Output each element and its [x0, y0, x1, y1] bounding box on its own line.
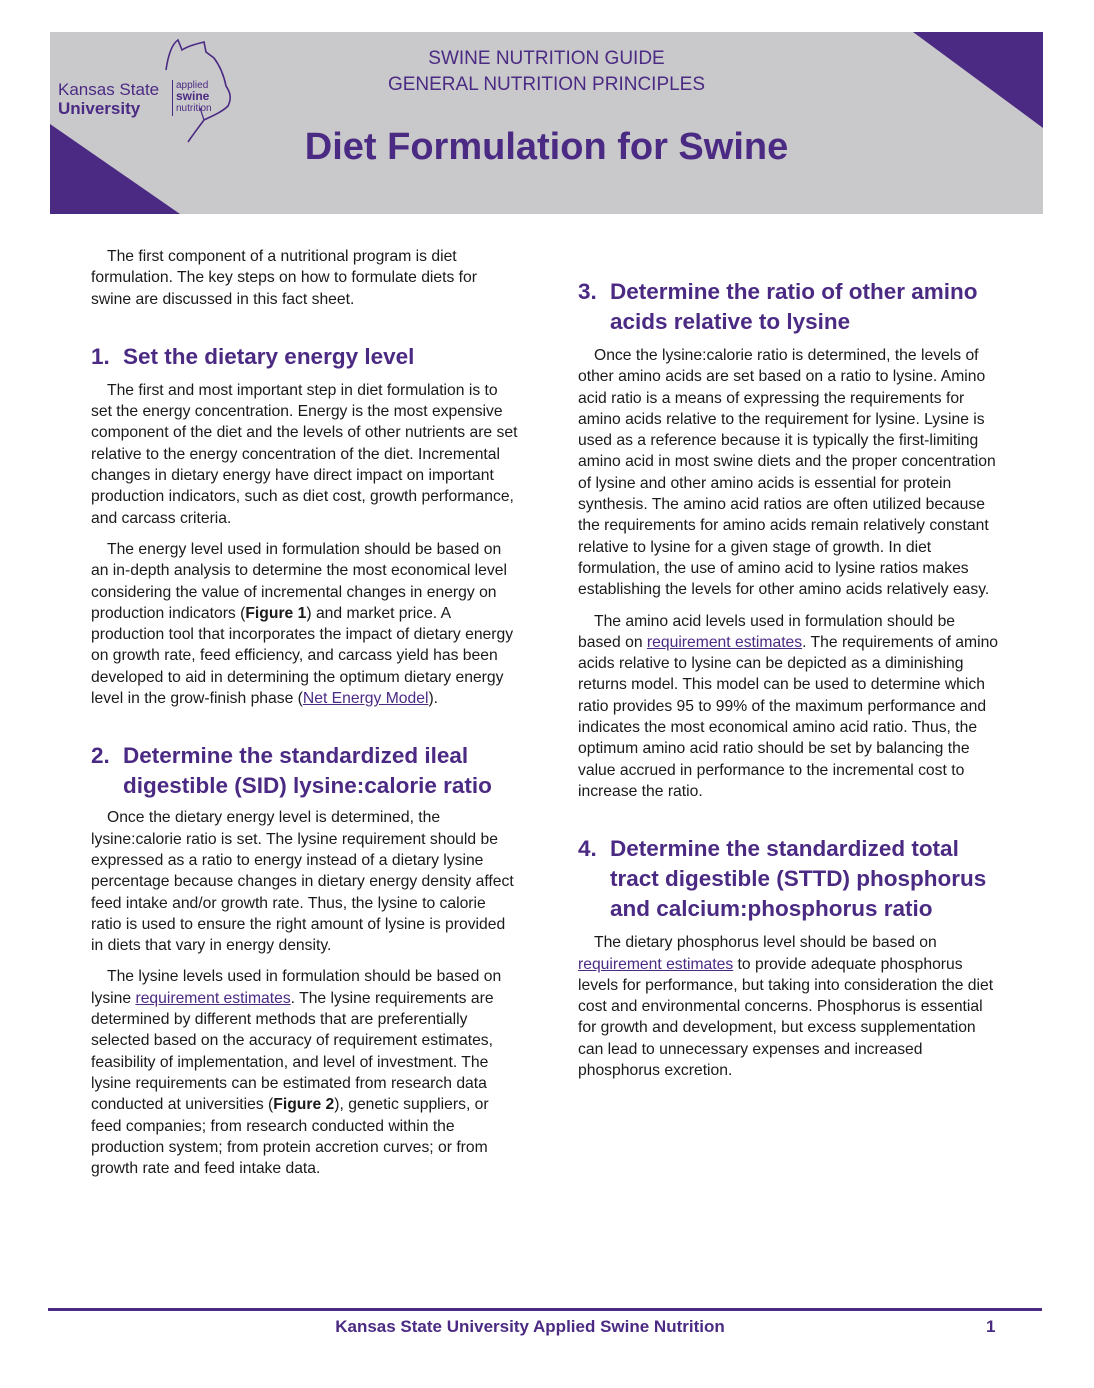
section-4-heading	[578, 834, 1000, 924]
section-3-paragraph-1: Once the lysine:calorie ratio is determined, the levels of other amino acids are set based on a ratio to lysine. Amino acid ratio is a means of expressing the requirements for amino acids relative to the requirement for lysine. Lysine is used as a reference because it is typically the first-limiting amino acid in most swine diets and the proper concentration of lysine and other amino acids is essential for protein synthesis. The amino acid ratios are often utilized because the requirements for amino acids remain relatively constant relative to lysine for a given stage of growth. In diet formulation, the use of amino acid to lysine ratios makes establishing the levels for other amino acids relatively easy.	[578, 347, 996, 599]
section-2-title: Determine the standardized ileal digestible (SID) lysine:calorie ratio	[123, 743, 492, 799]
intro-paragraph: The first component of a nutritional program is diet formulation. The key steps on how to formulate diets for swine are discussed in this fact sheet.	[91, 248, 477, 308]
phosphorus-requirement-estimates-link[interactable]: requirement estimates	[578, 955, 734, 973]
net-energy-model-link[interactable]: Net Energy Model	[302, 690, 429, 708]
right-column	[578, 246, 1000, 1091]
footer-publisher: Kansas State University Applied Swine Nutrition	[335, 1317, 725, 1336]
lysine-requirement-estimates-link[interactable]: requirement estimates	[135, 989, 291, 1007]
section-3-number: 3.	[578, 279, 597, 304]
section-2-number: 2.	[91, 743, 110, 769]
page-number: 1	[986, 1317, 996, 1336]
section-4-number: 4.	[578, 836, 597, 862]
logo-asn-tag: applied swine nutrition	[176, 80, 212, 114]
section-1-paragraph-2: The energy level used in formulation should be based on an in-depth analysis to determine the most economical level considering the value of incremental changes in energy on production indicators (Figure 1) and market price. A production tool that incorporates the impact of dietary energy on growth rate, feed efficiency, and carcass yield has been developed to aid in determining the optimum dietary energy level in the grow-finish phase (Net Energy Model).	[91, 540, 514, 708]
page-title: Diet Formulation for Swine	[304, 126, 789, 168]
guide-category-label: GENERAL NUTRITION PRINCIPLES	[387, 74, 706, 95]
section-3-paragraph-2: The amino acid levels used in formulation should be based on requirement estimates. The requirements of amino acids relative to lysine can be depicted as a diminishing returns model. This model can be used to determine which ratio provides 95 to 99% of the maximum performance and indicates the most economical amino acid ratio. Thus, the optimum amino acid ratio should be set by balancing the value accrued in performance to the incremental cost to increase the ratio.	[578, 612, 999, 800]
section-2-paragraph-2: The lysine levels used in formulation should be based on lysine requirement estimates. The lysine requirements are determined by different methods that are preferentially selected based on the accuracy of requirement estimates, feasibility of implementation, and level of investment. The lysine requirements can be estimated from research data conducted at universities (Figure 2), genetic suppliers, or feed companies; from research conducted within the production system; from protein accretion curves; or from growth rate and feed intake data.	[91, 968, 502, 1178]
section-3-title: Determine the ratio of other amino acids relative to lysine	[610, 279, 978, 334]
section-4-paragraph-1: The dietary phosphorus level should be based on requirement estimates to provide adequate phosphorus levels for performance, but taking into consideration the diet cost and environmental concerns. Phosphorus is essential for growth and development, but excess supplementation can lead to unnecessary expenses and increased phosphorus excretion.	[578, 934, 994, 1080]
section-1-title: Set the dietary energy level	[123, 343, 415, 369]
figure-1-ref: Figure 1	[245, 604, 307, 622]
section-3-heading	[578, 277, 1000, 337]
figure-2-ref: Figure 2	[273, 1096, 335, 1114]
section-2-paragraph-1: Once the dietary energy level is determined, the lysine:calorie ratio is set. The lysine requirement should be expressed as a ratio to energy instead of a dietary lysine percentage because changes in dietary energy density affect feed intake and/or growth rate. Thus, the lysine to calorie ratio is used to ensure the right amount of lysine is provided in diets that vary in energy density.	[91, 809, 514, 955]
footer-rule	[48, 1308, 1042, 1311]
section-2-heading	[91, 741, 519, 801]
section-4-title: Determine the standardized total tract digestible (STTD) phosphorus and calcium:phosphorus ratio	[610, 836, 987, 922]
section-1-heading	[91, 342, 519, 372]
section-1-paragraph-1: The first and most important step in diet formulation is to set the energy concentration. Energy is the most expensive component of the diet and the levels of other nutrients are set relative to the energy concentration of the diet. Incremental changes in dietary energy have direct impact on important production indicators, such as diet cost, growth performance, and carcass criteria.	[91, 381, 518, 527]
section-1-number: 1.	[91, 343, 110, 369]
left-column	[91, 246, 519, 1189]
guide-series-label: SWINE NUTRITION GUIDE	[428, 48, 665, 69]
amino-acid-requirement-estimates-link[interactable]: requirement estimates	[646, 633, 803, 651]
logo-wordmark: Kansas State University	[58, 80, 160, 118]
header-band	[50, 32, 1043, 214]
